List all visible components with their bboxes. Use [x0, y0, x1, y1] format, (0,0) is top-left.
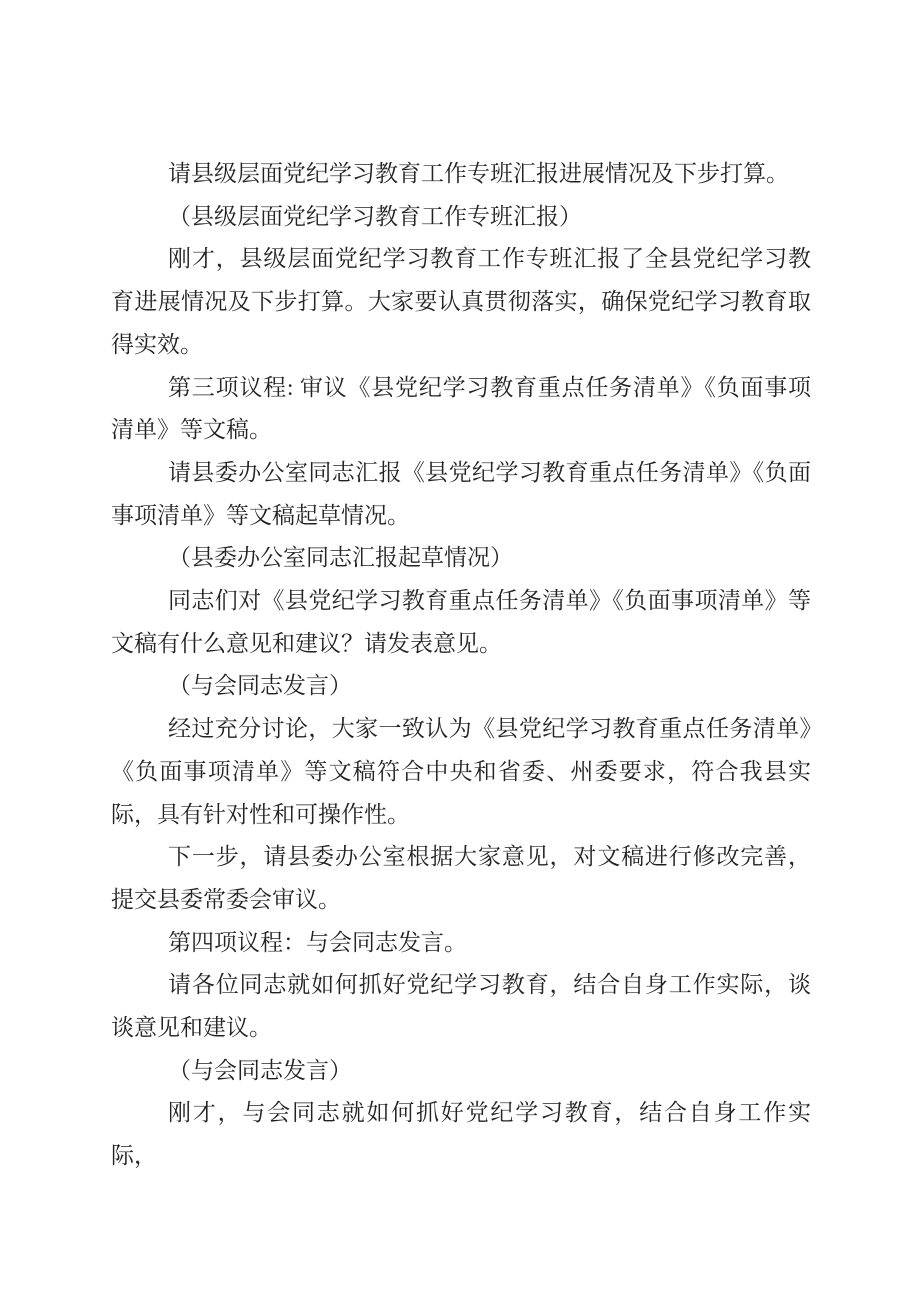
paragraph: 下一步，请县委办公室根据大家意见，对文稿进行修改完善，提交县委常委会审议。	[111, 844, 811, 912]
paragraph: 刚才，与会同志就如何抓好党纪学习教育，结合自身工作实际，	[111, 1100, 811, 1169]
paragraph: 请各位同志就如何抓好党纪学习教育，结合自身工作实际，谈谈意见和建议。	[111, 972, 811, 1041]
paragraph: （与会同志发言）	[168, 1057, 352, 1083]
paragraph: 第三项议程: 审议《县党纪学习教育重点任务清单》《负面事项清单》等文稿。	[111, 374, 811, 443]
document-body	[111, 153, 811, 1178]
paragraph: 请县级层面党纪学习教育工作专班汇报进展情况及下步打算。	[168, 161, 789, 186]
paragraph: 经过充分讨论，大家一致认为《县党纪学习教育重点任务清单》《负面事项清单》等文稿符合中央和省委、州委要求，符合我县实际，具有针对性和可操作性。	[111, 716, 811, 827]
paragraph: 刚才，县级层面党纪学习教育工作专班汇报了全县党纪学习教育进展情况及下步打算。大家要认真贯彻落实，确保党纪学习教育取得实效。	[111, 246, 811, 357]
paragraph: 请县委办公室同志汇报《县党纪学习教育重点任务清单》《负面事项清单》等文稿起草情况。	[111, 459, 811, 528]
paragraph: （县级层面党纪学习教育工作专班汇报）	[168, 203, 582, 229]
paragraph: （县委办公室同志汇报起草情况）	[168, 545, 513, 571]
paragraph: 第四项议程：与会同志发言。	[168, 929, 467, 955]
paragraph: 同志们对《县党纪学习教育重点任务清单》《负面事项清单》等文稿有什么意见和建议？请发表意见。	[111, 588, 811, 656]
paragraph: （与会同志发言）	[168, 673, 352, 699]
